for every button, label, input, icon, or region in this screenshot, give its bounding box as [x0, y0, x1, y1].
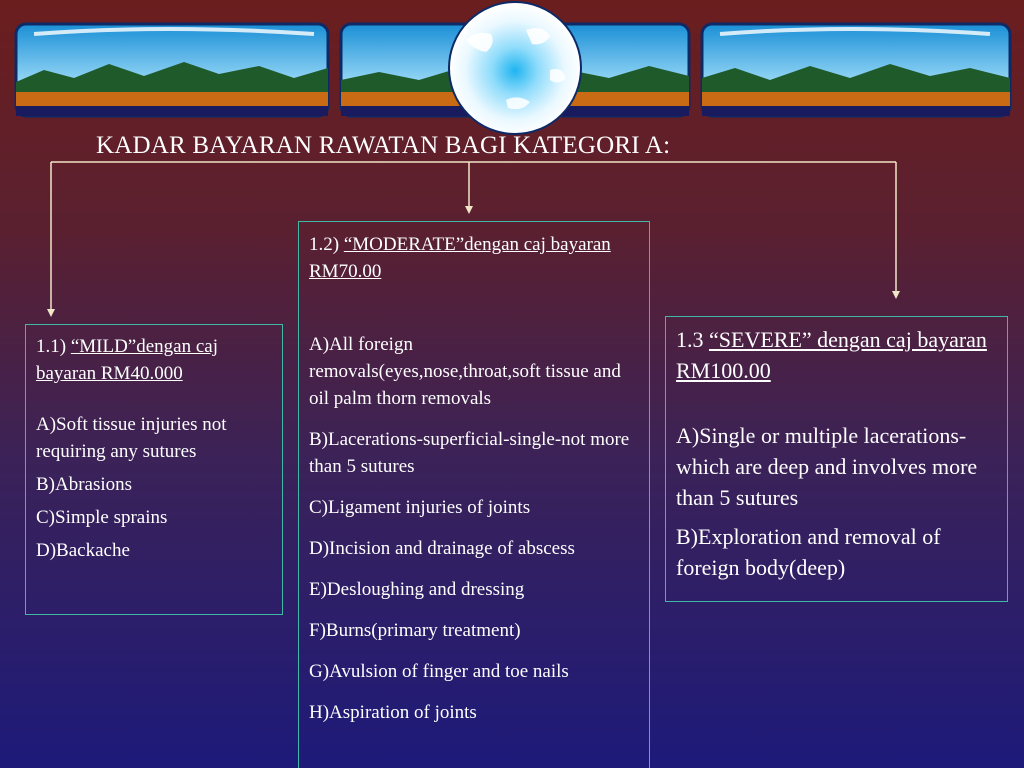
- moderate-item-d: D)Incision and drainage of abscess: [309, 538, 575, 559]
- severe-heading-link[interactable]: “SEVERE” dengan caj bayaran RM100.00: [676, 327, 987, 383]
- category-mild-box: [25, 324, 283, 615]
- moderate-item-e: E)Desloughing and dressing: [309, 579, 525, 600]
- moderate-heading-link[interactable]: “MODERATE”dengan caj bayaran RM70.00: [309, 234, 611, 282]
- mild-item-c: C)Simple sprains: [36, 507, 168, 528]
- arrow-down-icon: [47, 309, 55, 317]
- category-severe-box: [665, 316, 1008, 602]
- severe-item-b: B)Exploration and removal of foreign body(deep): [676, 524, 941, 580]
- moderate-item-h: H)Aspiration of joints: [309, 702, 477, 723]
- mild-item-a: A)Soft tissue injuries not requiring any sutures: [36, 414, 227, 462]
- mild-heading-link[interactable]: “MILD”dengan caj bayaran RM40.000: [36, 336, 219, 384]
- severe-heading: 1.3 “SEVERE” dengan caj bayaran RM100.00: [676, 327, 987, 383]
- category-moderate-box: [298, 221, 650, 768]
- mild-item-b: B)Abrasions: [36, 474, 133, 495]
- moderate-heading: 1.2) “MODERATE”dengan caj bayaran RM70.00: [309, 234, 611, 282]
- moderate-item-b: B)Lacerations-superficial-single-not more than 5 sutures: [309, 429, 630, 477]
- severe-item-a: A)Single or multiple lacerations-which are deep and involves more than 5 sutures: [676, 423, 978, 510]
- moderate-item-f: F)Burns(primary treatment): [309, 620, 521, 641]
- arrow-down-icon: [892, 291, 900, 299]
- moderate-item-a: A)All foreign removals(eyes,nose,throat,soft tissue and oil palm thorn removals: [309, 334, 621, 409]
- mild-heading: 1.1) “MILD”dengan caj bayaran RM40.000: [36, 336, 219, 384]
- arrow-down-icon: [465, 206, 473, 214]
- mild-item-d: D)Backache: [36, 540, 130, 561]
- moderate-item-c: C)Ligament injuries of joints: [309, 497, 531, 518]
- moderate-item-g: G)Avulsion of finger and toe nails: [309, 661, 569, 682]
- page-title: KADAR BAYARAN RAWATAN BAGI KATEGORI A:: [96, 132, 671, 159]
